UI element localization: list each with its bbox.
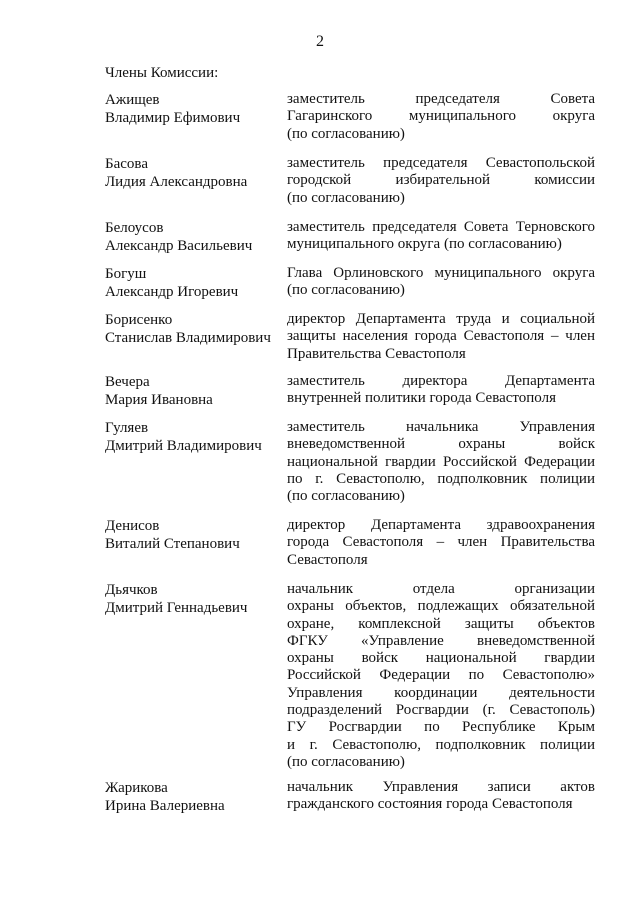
section-title: Члены Комиссии: [105, 65, 219, 81]
member-surname: Борисенко [105, 312, 173, 328]
member-name [105, 265, 285, 301]
member-given-names: Станислав Владимирович [105, 330, 271, 346]
member-position [287, 91, 595, 143]
member-surname: Жарикова [105, 780, 168, 796]
member-position [287, 219, 595, 254]
position-line: муниципального округа (по согласованию) [287, 236, 562, 253]
member-name [105, 373, 285, 409]
position-line: (по согласованию) [287, 753, 405, 770]
position-line: (по согласованию) [287, 282, 405, 299]
position-line: национальной гвардии Российской Федерации [287, 453, 595, 470]
position-line: Глава Орлиновского муниципального округа [287, 265, 595, 281]
member-given-names: Виталий Степанович [105, 536, 240, 552]
member-given-names: Александр Игоревич [105, 284, 239, 300]
member-surname: Басова [105, 156, 148, 172]
member-given-names: Дмитрий Владимирович [105, 438, 262, 454]
position-line: гражданского состояния города Севастополя [287, 796, 573, 813]
position-line: городской избирательной комиссии [287, 172, 595, 189]
position-line: города Севастополя – член Правительства [287, 534, 595, 551]
member-surname: Ажищев [105, 92, 160, 108]
position-line: Управления координации деятельности [287, 684, 595, 701]
position-line: Гагаринского муниципального округа [287, 108, 595, 125]
member-surname: Гуляев [105, 420, 149, 436]
member-given-names: Дмитрий Геннадьевич [105, 600, 248, 616]
position-line: охраны объектов, подлежащих обязательной [287, 598, 595, 615]
member-position [287, 419, 595, 505]
position-line: охраны войск национальной гвардии [287, 650, 595, 667]
member-surname: Денисов [105, 518, 160, 534]
member-given-names: Владимир Ефимович [105, 110, 241, 126]
position-line: и г. Севастополю, подполковник полиции [287, 736, 595, 753]
position-line: заместитель председателя Севастопольской [287, 155, 595, 171]
member-surname: Вечера [105, 374, 150, 390]
position-line: охране, комплексной защиты объектов [287, 615, 595, 632]
member-surname: Белоусов [105, 220, 164, 236]
member-name [105, 219, 285, 255]
member-name [105, 517, 285, 553]
position-line: директор Департамента здравоохранения [287, 517, 595, 533]
member-surname: Дьячков [105, 582, 158, 598]
position-line: ГУ Росгвардии по Республике Крым [287, 719, 595, 736]
position-line: Правительства Севастополя [287, 345, 466, 362]
position-line: (по согласованию) [287, 125, 405, 142]
position-line: заместитель директора Департамента [287, 373, 595, 389]
member-position [287, 779, 595, 814]
position-line: (по согласованию) [287, 189, 405, 206]
position-line: внутренней политики города Севастополя [287, 390, 556, 407]
position-line: Российской Федерации по Севастополю» [287, 667, 595, 684]
member-given-names: Александр Васильевич [105, 238, 253, 254]
position-line: заместитель начальника Управления [287, 419, 595, 435]
member-surname: Богуш [105, 266, 147, 282]
member-given-names: Мария Ивановна [105, 392, 213, 408]
position-line: вневедомственной охраны войск [287, 436, 595, 453]
member-position [287, 517, 595, 569]
member-given-names: Ирина Валериевна [105, 798, 225, 814]
member-position [287, 311, 595, 363]
position-line: (по согласованию) [287, 488, 405, 505]
position-line: ФГКУ «Управление вневедомственной [287, 632, 595, 649]
position-line: заместитель председателя Совета [287, 91, 595, 107]
position-line: директор Департамента труда и социальной [287, 311, 595, 327]
position-line: начальник Управления записи актов [287, 779, 595, 795]
member-name [105, 779, 285, 815]
position-line: заместитель председателя Совета Терновского [287, 219, 595, 235]
member-name [105, 581, 285, 617]
member-position [287, 265, 595, 300]
page-number: 2 [316, 33, 324, 50]
member-position [287, 155, 595, 207]
position-line: защиты населения города Севастополя – член [287, 328, 595, 345]
member-position [287, 581, 595, 771]
position-line: Севастополя [287, 551, 368, 568]
member-given-names: Лидия Александровна [105, 174, 248, 190]
member-name [105, 311, 285, 347]
position-line: по г. Севастополю, подполковник полиции [287, 470, 595, 487]
position-line: начальник отдела организации [287, 581, 595, 597]
position-line: подразделений Росгвардии (г. Севастополь) [287, 702, 595, 719]
member-name [105, 155, 285, 191]
member-position [287, 373, 595, 408]
member-name [105, 91, 285, 127]
member-name [105, 419, 285, 455]
